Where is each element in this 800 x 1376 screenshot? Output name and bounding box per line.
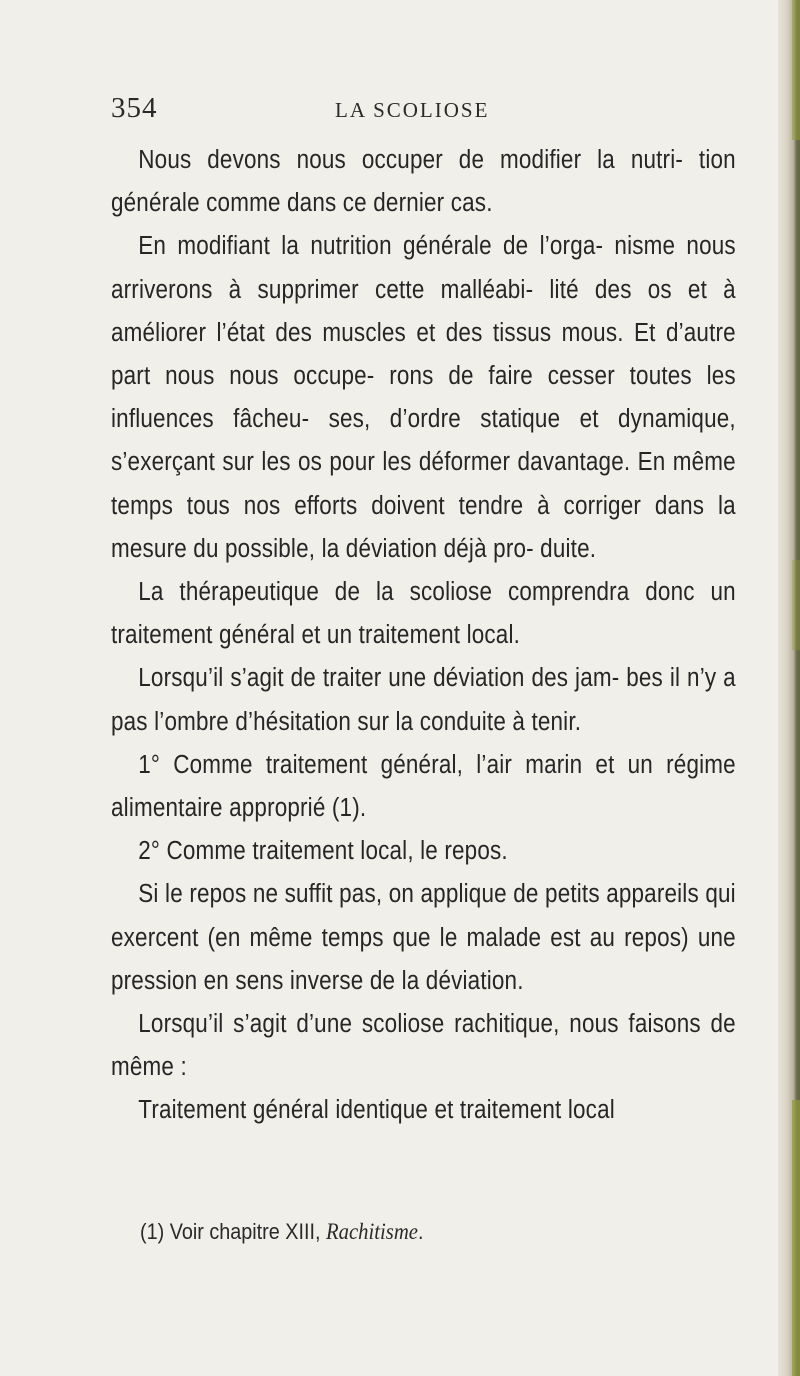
- running-head: LA SCOLIOSE: [335, 98, 490, 122]
- footnote-text: (1) Voir chapitre XIII,: [140, 1219, 326, 1244]
- footnote-italic: Rachitisme: [325, 1219, 418, 1244]
- page-number: 354: [111, 92, 158, 124]
- page-edge-shadow: [778, 0, 800, 1376]
- paragraph: La thérapeutique de la scoliose comprendra donc un traitement général et un traitement local.: [111, 578, 736, 650]
- paragraph: Lorsqu’il s’agit de traiter une déviation des jam- bes il n’y a pas l’ombre d’hésitation sur la conduite à tenir.: [111, 664, 736, 736]
- page-header: [111, 92, 751, 132]
- footnote-tail: .: [417, 1219, 424, 1244]
- paragraph: 1° Comme traitement général, l’air marin et un régime alimentaire approprié (1).: [111, 750, 736, 823]
- paragraph: 2° Comme traitement local, le repos.: [138, 837, 508, 866]
- footnote: [140, 1219, 423, 1245]
- edge-tint: [792, 1100, 800, 1376]
- body-text: [111, 139, 736, 1133]
- edge-tint: [792, 0, 800, 140]
- paragraph: Lorsqu’il s’agit d’une scoliose rachitique, nous faisons de même :: [111, 1010, 736, 1082]
- paragraph: Si le repos ne suffit pas, on applique de petits appareils qui exercent (en même temps que le malade est au repos) une pression en sens inverse de la déviation.: [111, 880, 736, 995]
- paragraph: En modifiant la nutrition générale de l’orga- nisme nous arriverons à supprimer cette malléabi- lité des os et à améliorer l’état des muscles et des tissus mous. Et d’autre part nous nous occupe- rons de faire cesser toutes les influences fâcheu- ses, d’ordre statique et dynamique, s’exerçant sur les os pour les déformer davantage. En même temps tous nos efforts doivent tendre à corriger dans la mesure du possible, la déviation déjà pro- duite.: [111, 232, 736, 563]
- paragraph: Nous devons nous occuper de modifier la nutri- tion générale comme dans ce dernier cas.: [111, 146, 736, 218]
- edge-tint: [792, 560, 800, 650]
- paragraph: Traitement général identique et traitement local: [138, 1096, 615, 1125]
